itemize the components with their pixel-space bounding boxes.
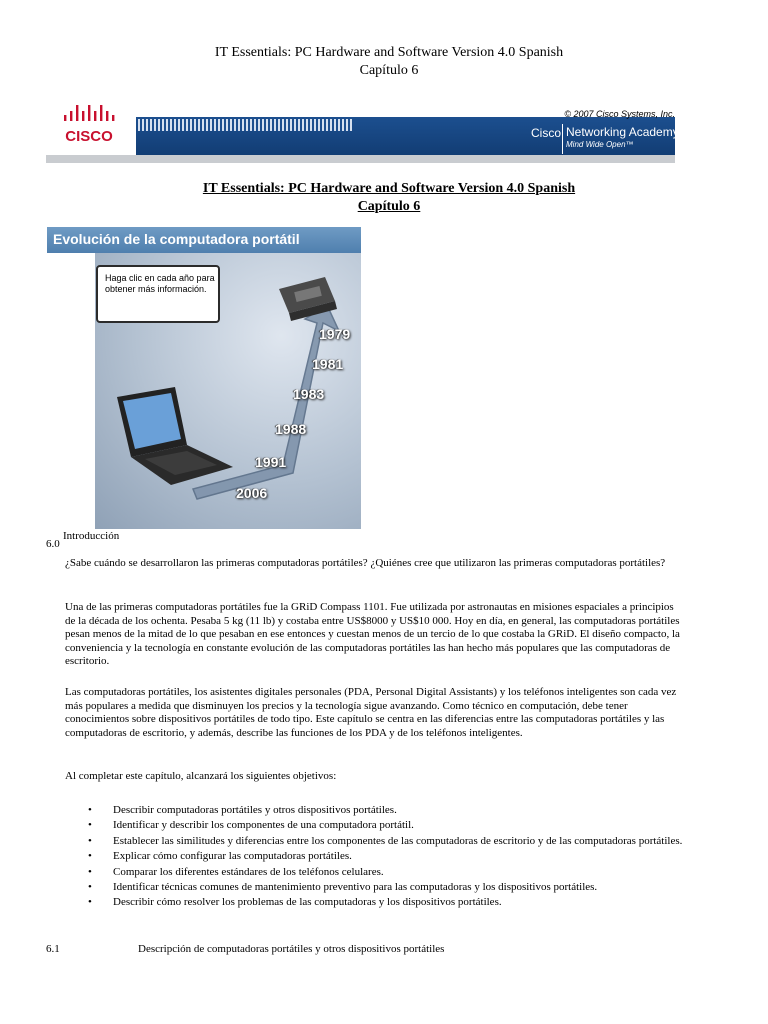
- year-2006-button[interactable]: 2006: [236, 485, 268, 501]
- year-1983-button[interactable]: 1983: [293, 386, 325, 402]
- bullet-icon: •: [88, 850, 92, 863]
- objective-text: Comparar los diferentes estándares de los teléfonos celulares.: [113, 865, 384, 878]
- year-1979-button[interactable]: 1979: [319, 326, 351, 342]
- list-item: [88, 865, 688, 880]
- banner-dotted-strip: [138, 119, 352, 131]
- list-item: [88, 834, 688, 849]
- objective-text: Identificar y describir los componentes de una computadora portátil.: [113, 819, 414, 832]
- academy-tagline: Mind Wide Open™: [566, 140, 634, 149]
- bullet-icon: •: [88, 865, 92, 878]
- intro-paragraph-3: Las computadoras portátiles, los asistentes digitales personales (PDA, Personal Digital Assistants) y los teléfonos inteligentes son cada vez más populares a medida que disminuyen los precios y la tecnología sigue avanzando. Como técnico en computación, debe tener conocimientos sobre dispositivos portátiles de todo tipo. Este capítulo se centra en las diferencias entre las computadoras portátiles y las computadoras de escritorio, y además, describe las funciones de los PDA y de los teléfonos inteligentes.: [65, 686, 677, 739]
- intro-paragraph-2: Una de las primeras computadoras portátiles fue la GRiD Compass 1101. Fue utilizada por astronautas en misiones espaciales a principios de la década de los ochenta. Pesaba 5 kg (11 lb) y costaba entre US$8000 y US$10 000. Hoy en día, en general, las computadoras portátiles pesan menos de la mitad de lo que pesaban en ese entonces y cuestan menos de un tercio de lo que costaba la GRiD. El diseño compacto, la conveniencia y la tecnología en constante evolución de las computadoras portátiles las han hecho más populares que las computadoras de escritorio.: [65, 601, 680, 668]
- bullet-icon: •: [88, 819, 92, 832]
- list-item: [88, 803, 688, 818]
- academy-cisco-word: Cisco: [531, 126, 562, 140]
- list-item: [88, 880, 688, 895]
- bullet-icon: •: [88, 896, 92, 909]
- objective-text: Establecer las similitudes y diferencias entre los componentes de las computadoras de escritorio y de las computadoras portátiles.: [113, 834, 683, 847]
- cisco-logo: [54, 101, 134, 151]
- banner-divider: [46, 155, 675, 163]
- document-chapter: Capítulo 6: [357, 199, 421, 214]
- objective-text: Identificar técnicas comunes de mantenimiento preventivo para las computadoras y los dispositivos portátiles.: [113, 881, 598, 894]
- document-title: IT Essentials: PC Hardware and Software Version 4.0 Spanish: [202, 181, 576, 196]
- list-item: [88, 818, 688, 833]
- figure-title: Evolución de la computadora portátil: [53, 231, 300, 247]
- list-item: [88, 849, 688, 864]
- list-item: [88, 895, 688, 910]
- figure-instruction-box: [96, 265, 220, 323]
- bullet-icon: •: [88, 834, 92, 847]
- laptop-evolution-figure: [47, 227, 361, 529]
- objective-text: Describir computadoras portátiles y otros dispositivos portátiles.: [113, 804, 397, 816]
- objectives-intro: Al completar este capítulo, alcanzará los siguientes objetivos:: [65, 770, 337, 782]
- section-6-0-number: 6.0: [46, 538, 60, 550]
- cisco-logo-text: CISCO: [65, 128, 113, 145]
- year-1991-button[interactable]: 1991: [255, 454, 287, 470]
- banner-copyright: © 2007 Cisco Systems, Inc.: [564, 109, 675, 119]
- section-6-1-title: Descripción de computadoras portátiles y otros dispositivos portátiles: [138, 943, 445, 955]
- objectives-list: [88, 803, 688, 911]
- figure-instruction: Haga clic en cada año para obtener más información.: [105, 273, 215, 294]
- running-header-chapter: Capítulo 6: [359, 63, 419, 78]
- bullet-icon: •: [88, 881, 92, 894]
- modern-laptop-image: [117, 387, 233, 485]
- objective-text: Describir cómo resolver los problemas de las computadoras y los dispositivos portátiles.: [113, 896, 502, 909]
- bullet-icon: •: [88, 804, 92, 816]
- academy-name: Networking Academy®: [566, 125, 688, 139]
- year-1981-button[interactable]: 1981: [312, 356, 344, 372]
- cisco-banner: [46, 97, 688, 167]
- section-6-0-title: Introducción: [63, 530, 120, 542]
- running-header-title: IT Essentials: PC Hardware and Software Version 4.0 Spanish: [214, 45, 564, 60]
- academy-separator: [562, 124, 563, 154]
- objective-text: Explicar cómo configurar las computadoras portátiles.: [113, 850, 352, 863]
- section-6-1-number: 6.1: [46, 943, 60, 955]
- year-1988-button[interactable]: 1988: [275, 421, 307, 437]
- intro-paragraph-1: ¿Sabe cuándo se desarrollaron las primeras computadoras portátiles? ¿Quiénes cree que utilizaron las primeras computadoras portátiles?: [65, 557, 666, 569]
